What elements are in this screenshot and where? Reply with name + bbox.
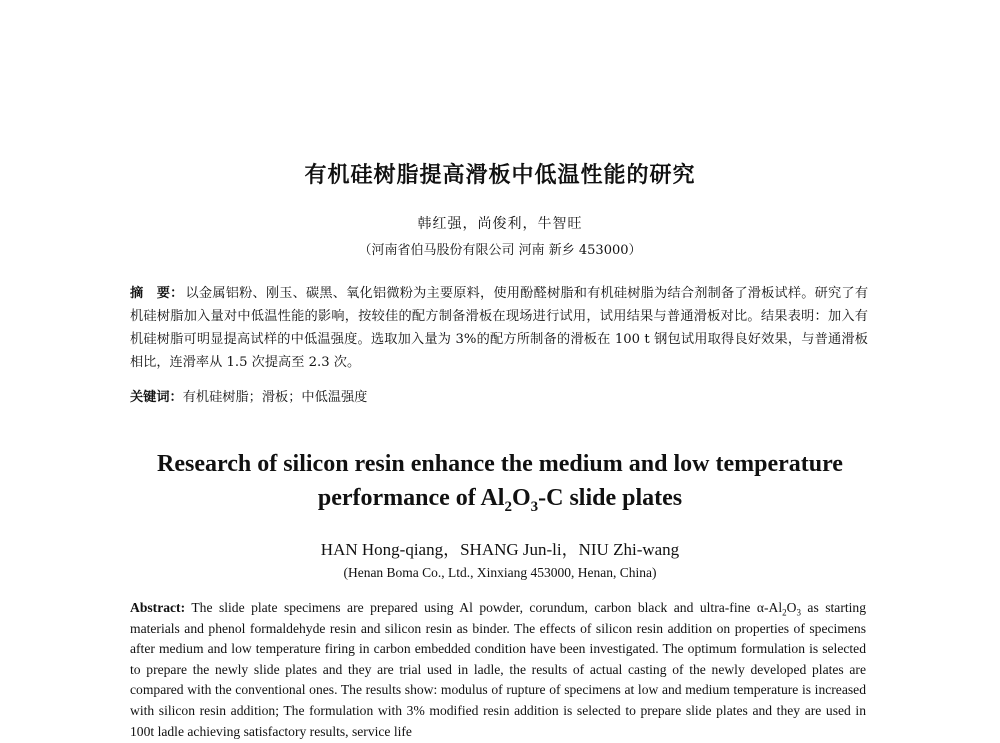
chinese-affiliation: （河南省伯马股份有限公司 河南 新乡 453000） bbox=[358, 243, 642, 258]
english-abstract-subscript-1: 2 bbox=[782, 607, 787, 618]
english-abstract-part-1: The slide plate specimens are prepared using Al powder, corundum, carbon black and ultra-fine α-Al bbox=[185, 600, 783, 615]
english-title-subscript-2: 3 bbox=[530, 498, 539, 515]
chinese-abstract bbox=[130, 282, 868, 374]
english-title-suffix: -C slide plates bbox=[538, 485, 683, 511]
english-abstract-part-2: as starting materials and phenol formaldehyde resin and silicon resin as binder. The effects of silicon resin addition on properties of specimens after medium and low temperature firing in carbon embedded condition have been investigated. The optimum formulation is selected to prepare the newly slide plates and they are trial used in ladle, the results of actual casting of the newly developed plates are compared with the conventional ones. The results show: modulus of rupture of specimens at low and medium temperature is increased with silicon resin addition; The formulation with 3% modified resin addition is selected to prepare slide plates and they are used in 100t ladle achieving satisfactory results, service life bbox=[130, 600, 866, 739]
english-title-oxygen: O bbox=[511, 485, 531, 511]
chinese-abstract-label: 摘 要： bbox=[130, 286, 184, 301]
english-affiliation: (Henan Boma Co., Ltd., Xinxiang 453000, Henan, China) bbox=[343, 565, 657, 580]
chinese-title: 有机硅树脂提高滑板中低温性能的研究 bbox=[304, 163, 696, 188]
english-title-prefix: performance of Al bbox=[317, 485, 505, 511]
chinese-keywords bbox=[130, 388, 868, 408]
chinese-authors: 韩红强，尚俊利，牛智旺 bbox=[417, 216, 583, 232]
chinese-abstract-text: 以金属铝粉、刚玉、碳黑、氧化铝微粉为主要原料，使用酚醛树脂和有机硅树脂为结合剂制备了滑板试样。研究了有机硅树脂加入量对中低温性能的影响，按较佳的配方制备滑板在现场进行试用，试用结果与普通滑板对比。结果表明：加入有机硅树脂可明显提高试样的中低温强度。选取加入量为 3%的配方所制备的滑板在 100 t 钢包试用取得良好效果，与普通滑板相比，连滑率从 1.5 次提高至 2.3 次。 bbox=[130, 286, 869, 370]
english-title-line-2 bbox=[100, 481, 900, 515]
english-title-line-1: Research of silicon resin enhance the medium and low temperature bbox=[157, 451, 843, 477]
english-abstract-label: Abstract: bbox=[130, 600, 186, 615]
english-abstract bbox=[130, 598, 866, 742]
english-title bbox=[100, 447, 900, 515]
english-abstract-oxygen: O bbox=[786, 600, 797, 615]
chinese-keywords-label: 关键词： bbox=[130, 390, 183, 405]
chinese-keywords-text: 有机硅树脂；滑板；中低温强度 bbox=[182, 390, 368, 405]
english-authors: HAN Hong-qiang，SHANG Jun-li，NIU Zhi-wang bbox=[320, 540, 680, 559]
english-abstract-subscript-2: 3 bbox=[796, 607, 801, 618]
english-title-subscript-1: 2 bbox=[504, 498, 512, 515]
